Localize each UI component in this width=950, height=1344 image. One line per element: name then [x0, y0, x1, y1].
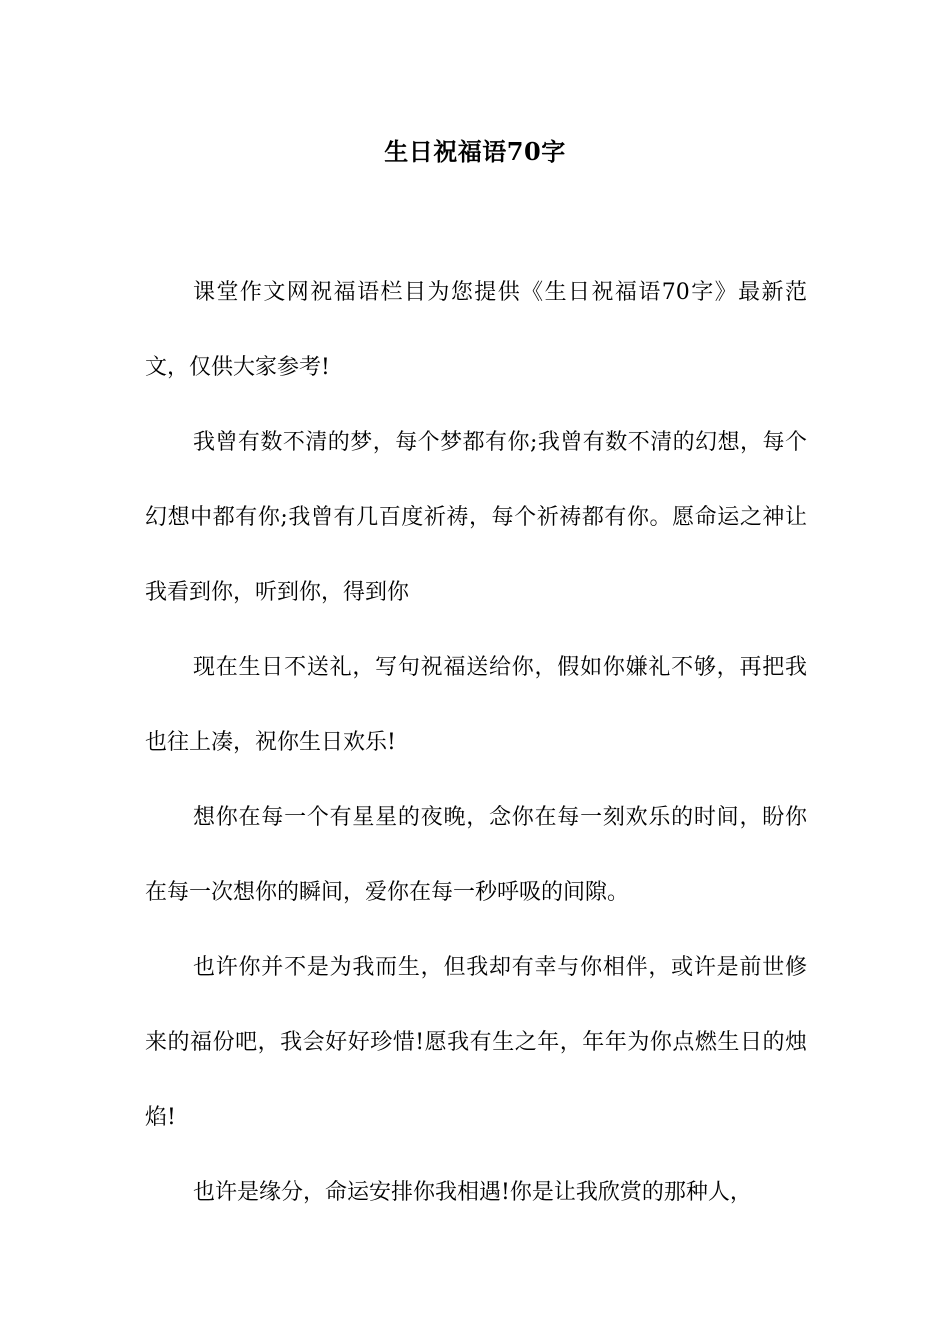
paragraph: 现在生日不送礼，写句祝福送给你，假如你嫌礼不够，再把我也往上凑，祝你生日欢乐! [145, 655, 807, 755]
paragraph: 课堂作文网祝福语栏目为您提供《生日祝福语70字》最新范文，仅供大家参考! [145, 280, 807, 380]
paragraph: 想你在每一个有星星的夜晚，念你在每一刻欢乐的时间，盼你在每一次想你的瞬间，爱你在每一秒呼吸的间隙。 [145, 805, 807, 905]
paragraph: 也许是缘分，命运安排你我相遇!你是让我欣赏的那种人， [193, 1180, 752, 1205]
paragraph: 我曾有数不清的梦，每个梦都有你;我曾有数不清的幻想，每个幻想中都有你;我曾有几百度祈祷，每个祈祷都有你。愿命运之神让我看到你，听到你，得到你 [145, 430, 807, 605]
paragraph: 也许你并不是为我而生，但我却有幸与你相伴，或许是前世修来的福份吧，我会好好珍惜!愿我有生之年，年年为你点燃生日的烛焰! [145, 955, 807, 1130]
document-body [145, 255, 807, 1230]
document-title: 生日祝福语70字 [384, 137, 566, 166]
